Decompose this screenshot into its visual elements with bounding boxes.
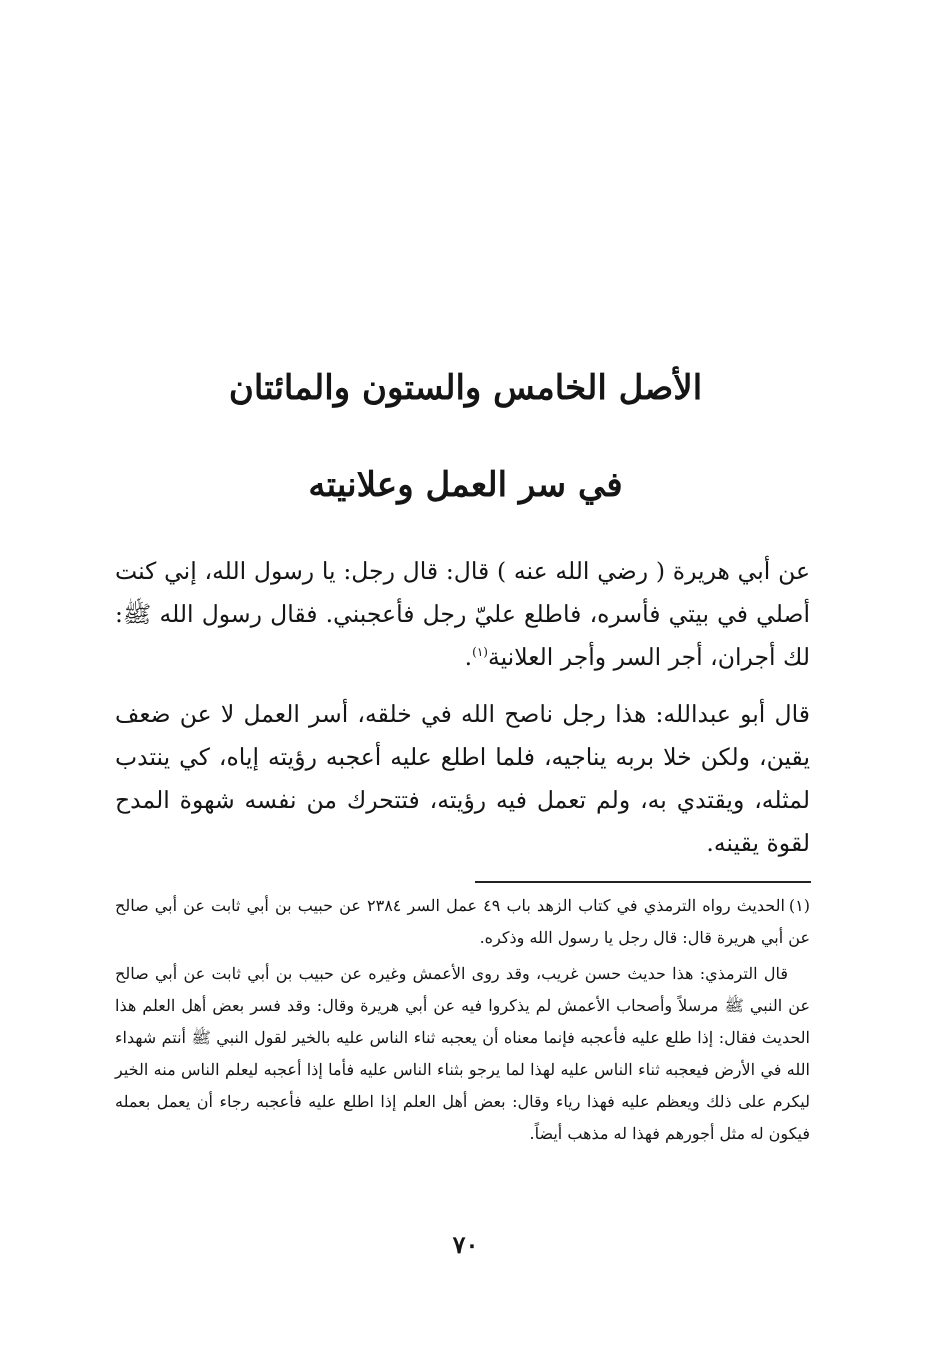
footnote-reference: (١) (472, 645, 488, 660)
footnote-divider (475, 881, 811, 883)
footnote-1 (115, 890, 810, 954)
chapter-subtitle: في سر العمل وعلانيته (308, 465, 623, 505)
page-number: ٧٠ (452, 1230, 479, 1259)
commentary-paragraph: قال أبو عبدالله: هذا رجل ناصح الله في خلقه، أسر العمل لا عن ضعف يقين، ولكن خلا بربه يناجيه، فلما اطلع عليه أعجبه رؤيته إياه، كي ينتدب لمثله، ويقتدي به، ولم تعمل فيه رؤيته، فتتحرك من نفسه شهوة المدح لقوة يقينه. (115, 700, 810, 857)
footnote-marker: (١) (788, 896, 811, 915)
hadith-text: عن أبي هريرة ( رضي الله عنه ) قال: قال رجل: يا رسول الله، إني كنت أصلي في بيتي فأسره، فاطلع عليّ رجل فأعجبني. فقال رسول الله ﷺ: لك أجران، أجر السر وأجر العلانية (115, 557, 810, 671)
footnote-1-text: الحديث رواه الترمذي في كتاب الزهد باب ٤٩ عمل السر ٢٣٨٤ عن حبيب بن أبي ثابت عن أبي صالح عن أبي هريرة قال: قال رجل يا رسول الله وذكره. (115, 896, 810, 947)
hadith-paragraph (115, 550, 810, 679)
chapter-title: الأصل الخامس والستون والمائتان (228, 368, 703, 408)
hadith-end-punctuation: . (464, 643, 473, 671)
footnote-tirmidhi-comment: قال الترمذي: هذا حديث حسن غريب، وقد روى الأعمش وغيره عن حبيب بن أبي ثابت عن أبي صالح عن النبي ﷺ مرسلاً وأصحاب الأعمش لم يذكروا فيه عن أبي هريرة وقال: وقد فسر بعض أهل العلم هذا الحديث فقال: إذا طلع عليه فأعجبه فإنما معناه أن يعجبه ثناء الناس عليه بالخير لقول النبي ﷺ أنتم شهداء الله في الأرض فيعجبه ثناء الناس عليه لهذا لما يرجو بثناء الناس عليه فأما إذا أعجبه ليعلم الناس منه الخير ليكرم على ذلك ويعظم عليه فهذا رياء وقال: بعض أهل العلم إذا اطلع عليه فأعجبه رجاء أن يعمل بعمله فيكون له مثل أجورهم فهذا له مذهب أيضاً. (115, 964, 811, 1143)
